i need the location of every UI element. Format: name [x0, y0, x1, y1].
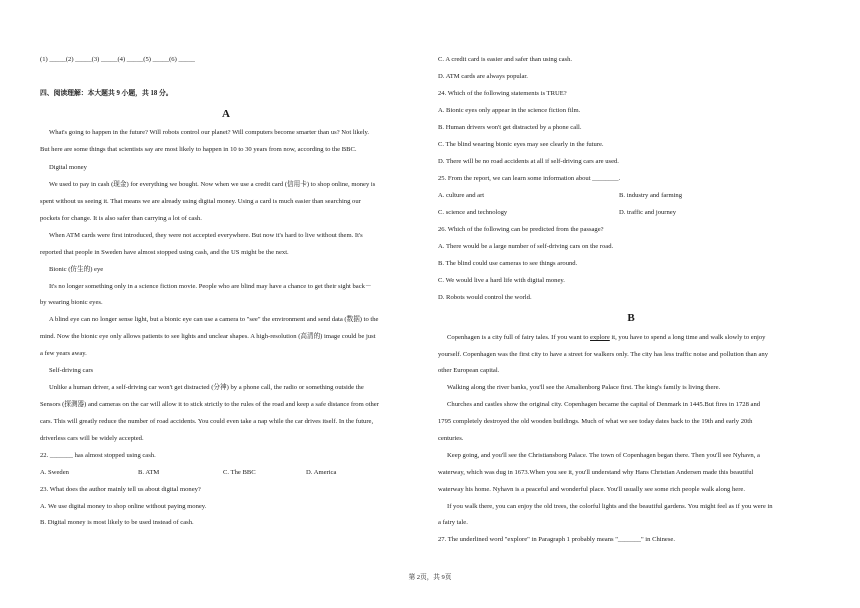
option-c[interactable]: C. science and technology [438, 209, 508, 216]
subheading-digital-money: Digital money [49, 164, 87, 171]
paragraph-line: centuries. [438, 435, 464, 442]
paragraph-line: by wearing bionic eyes. [40, 299, 103, 306]
paragraph-line: Unlike a human driver, a self-driving car won't get distracted (分神) by a phone call, the radio or something outside the [49, 384, 364, 391]
paragraph-line: What's going to happen in the future? Will robots control our planet? Will computers become smarter than us? Not likely. [49, 129, 370, 136]
paragraph-line: cars. This will greatly reduce the number of road accidents. You could even take a nap while the car drives itself. In the future, [40, 418, 374, 425]
option-c[interactable]: C. The BBC [223, 469, 256, 476]
option-c[interactable]: C. We would live a hard life with digital money. [438, 277, 565, 284]
option-d[interactable]: D. America [306, 469, 337, 476]
passage-a-heading: A [222, 108, 230, 120]
passage-b-heading: B [627, 312, 635, 324]
paragraph-line: driverless cars will be widely accepted. [40, 435, 144, 442]
paragraph-line [438, 334, 824, 342]
question-26: 26. Which of the following can be predicted from the passage? [438, 226, 604, 233]
option-b[interactable]: B. The blind could use cameras to see things around. [438, 260, 578, 267]
paragraph-line: 1795 completely destroyed the old wooden buildings. Much of what we see today dates back to the 19th and early 20th [438, 418, 753, 425]
paragraph-line: Sensors (探测器) and cameras on the car will allow it to stick strictly to the rules of the road and keep a safe distance from other [40, 401, 379, 408]
paragraph-line: pockets for change. It is also safer than carrying a lot of cash. [40, 215, 202, 222]
paragraph-line: Keep going, and you'll see the Christiansborg Palace. The town of Copenhagen began there. Then you'll see Nyhavn, a [447, 452, 760, 459]
option-b[interactable]: B. Digital money is most likely to be used instead of cash. [40, 519, 194, 526]
option-b[interactable]: B. ATM [138, 469, 160, 476]
option-c[interactable]: C. A credit card is easier and safer than using cash. [438, 56, 573, 63]
paragraph-line: We used to pay in cash (现金) for everything we bought. Now when we use a credit card (信用卡) to shop online, money is [49, 181, 376, 188]
option-b[interactable]: B. industry and farming [619, 192, 682, 199]
option-d[interactable]: D. There will be no road accidents at all if self-driving cars are used. [438, 158, 619, 165]
paragraph-line: It's no longer something only in a science fiction movie. People who are blind may have a chance to get their sight back－ [49, 283, 372, 290]
option-a[interactable]: A. Sweden [40, 469, 69, 476]
option-a[interactable]: A. There would be a large number of self-driving cars on the road. [438, 243, 614, 250]
option-a[interactable]: A. culture and art [438, 192, 485, 199]
question-27: 27. The underlined word "explore" in Paragraph 1 probably means "_______" in Chinese. [438, 536, 675, 543]
paragraph-line: yourself. Copenhagen was the first city to have a street for walkers only. The city has less traffic noise and pollution than any [438, 351, 769, 358]
paragraph-line: other European capital. [438, 367, 500, 374]
paragraph-line: But here are some things that scientists say are most likely to happen in 10 to 30 years from now, according to the BBC. [40, 146, 357, 153]
paragraph-line: spent without us seeing it. That means we are already using digital money. Using a card is much easier than searching our [40, 198, 361, 205]
option-d[interactable]: D. traffic and journey [619, 209, 677, 216]
paragraph-line: waterway, which was dug in 1673.When you see it, you'll understand why Hans Christian Andersen made this beautiful [438, 469, 754, 476]
option-a[interactable]: A. We use digital money to shop online without paying money. [40, 503, 207, 510]
paragraph-line: mind. Now the bionic eye only allows patients to see lights and unclear shapes. A high-resolution (高清的) image could be just [40, 333, 376, 340]
question-23: 23. What does the author mainly tell us about digital money? [40, 486, 201, 493]
text-segment: it, you have to spend a long time and walk slowly to enjoy [609, 334, 766, 341]
option-b[interactable]: B. Human drivers won't get distracted by a phone call. [438, 124, 582, 131]
subheading-bionic-eye: Bionic (仿生的) eye [49, 266, 104, 273]
option-a[interactable]: A. Bionic eyes only appear in the science fiction film. [438, 107, 581, 114]
paragraph-line: Churches and castles show the original city. Copenhagen became the capital of Denmark in 1445.But fires in 1728 and [447, 401, 761, 408]
paragraph-line: Walking along the river banks, you'll see the Amalienborg Palace first. The king's family is living there. [447, 384, 721, 391]
paragraph-line: a few years away. [40, 350, 87, 357]
paragraph-line: a fairy tale. [438, 519, 468, 526]
paragraph-line: If you walk there, you can enjoy the old trees, the colorful lights and the beautiful gardens. You might feel as if you were in [447, 503, 773, 510]
section-title: 四、阅读理解：本大题共 9 小题，共 18 分。 [40, 90, 173, 97]
option-d[interactable]: D. Robots would control the world. [438, 294, 532, 301]
subheading-self-driving: Self-driving cars [49, 367, 94, 374]
paragraph-line: reported that people in Sweden have almost stopped using cash, and the US might be the next. [40, 249, 289, 256]
paragraph-line: A blind eye can no longer sense light, but a bionic eye can use a camera to "see" the environment and send data (数据) to the [49, 316, 379, 323]
question-22: 22. _______ has almost stopped using cash. [40, 452, 156, 459]
option-c[interactable]: C. The blind wearing bionic eyes may see clearly in the future. [438, 141, 604, 148]
paragraph-line: When ATM cards were first introduced, they were not accepted everywhere. But now it's hard to live without them. It's [49, 232, 363, 239]
blanks-line: (1) _____(2) _____(3) _____(4) _____(5) _____(6) _____ [40, 56, 195, 63]
paragraph-line: waterway his home. Nyhavn is a peaceful and wonderful place. You'll usually see some rich people walk along here. [438, 486, 745, 493]
underlined-word: explore [590, 334, 610, 341]
question-25: 25. From the report, we can learn some information about ________. [438, 175, 621, 182]
page-footer: 第 2页，共 9页 [408, 574, 452, 581]
text-segment: Copenhagen is a city full of fairy tales. If you want to [447, 334, 591, 341]
option-d[interactable]: D. ATM cards are always popular. [438, 73, 528, 80]
question-24: 24. Which of the following statements is TRUE? [438, 90, 567, 97]
